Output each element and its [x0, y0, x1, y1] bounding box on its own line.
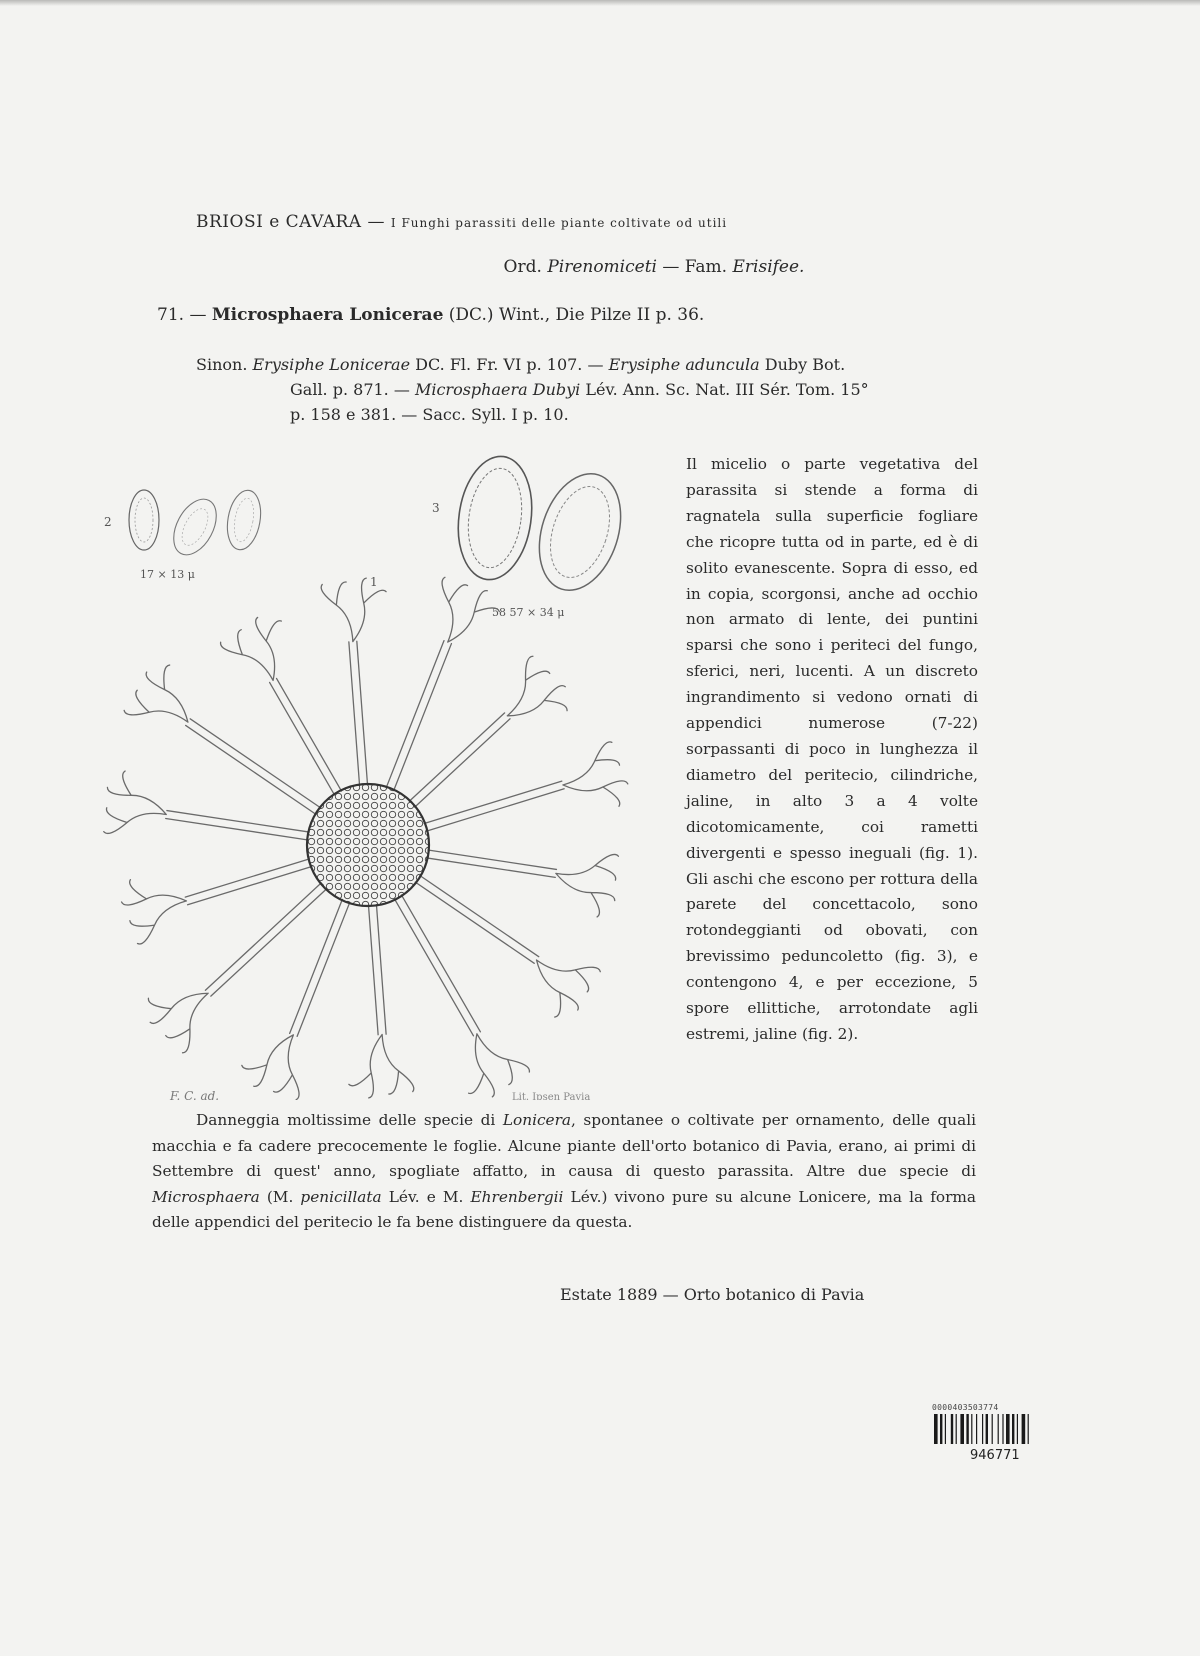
- synonym-citation-3: Gall. p. 871. —: [290, 380, 410, 399]
- para-text-1: Danneggia moltissime delle specie di: [196, 1111, 503, 1129]
- spore-1-inner: [135, 498, 153, 542]
- synonyms-block: [196, 352, 976, 427]
- running-header: [196, 212, 936, 232]
- appendage-stalk: [368, 905, 386, 1035]
- barcode-bars: [932, 1412, 1062, 1446]
- barcode-bar: [1006, 1414, 1010, 1444]
- order-name: Pirenomiceti: [547, 257, 657, 277]
- para-text-4: Lév. e M.: [381, 1187, 471, 1206]
- synonym-citation-1: DC. Fl. Fr. VI p. 107. —: [415, 355, 604, 374]
- synonym-erysiphe-lonicerae: Erysiphe Lonicerae: [252, 355, 411, 374]
- genus-lonicera: Lonicera: [502, 1111, 572, 1129]
- spore-3-inner: [231, 497, 256, 543]
- species-number: 71. —: [157, 305, 207, 325]
- date-place-line: Estate 1889 — Orto botanico di Pavia: [560, 1285, 865, 1304]
- appendage-branches: [124, 665, 188, 722]
- para-text-3: (M.: [259, 1187, 301, 1206]
- synonyms-line-3: p. 158 e 381. — Sacc. Syll. I p. 10.: [290, 405, 569, 424]
- perithecium-body: [307, 784, 429, 906]
- appendage-stalk: [186, 719, 321, 815]
- appendage-branches: [507, 656, 567, 716]
- order-prefix: Ord.: [503, 257, 542, 277]
- species-heading: [157, 305, 704, 325]
- barcode-bar: [998, 1414, 999, 1444]
- appendage-stalk: [424, 781, 564, 831]
- barcode-bar: [960, 1414, 964, 1444]
- lithographer-credit: Lit. Ipsen Pavia: [512, 1092, 591, 1100]
- synonyms-line-1: [196, 352, 976, 377]
- barcode-bar: [1022, 1414, 1026, 1444]
- appendage-branches: [221, 617, 282, 680]
- genus-microsphaera: Microsphaera: [152, 1187, 260, 1206]
- species-name: Microsphaera Lonicerae: [211, 305, 444, 325]
- spores-figure: [104, 488, 265, 581]
- barcode-bar: [1017, 1414, 1018, 1444]
- synonym-microsphaera-dubyi: Microsphaera Dubyi: [414, 380, 581, 399]
- barcode-bar: [1028, 1414, 1029, 1444]
- appendage-stalk: [349, 641, 368, 785]
- artist-signature: F. C. ad.: [170, 1089, 220, 1100]
- barcode-bar: [956, 1414, 957, 1444]
- ascus-2-contents: [540, 479, 620, 585]
- appendage-branches: [242, 1035, 299, 1100]
- appendage-stalk: [290, 899, 350, 1036]
- spore-2-inner: [177, 505, 213, 550]
- appendage-branches: [442, 577, 499, 642]
- appendage-stalk: [409, 713, 510, 807]
- spore-2: [165, 492, 225, 562]
- barcode-bar: [945, 1414, 946, 1444]
- barcode-number: 946771: [970, 1448, 1020, 1463]
- ascus-1: [451, 452, 540, 585]
- specimen-barcode: [932, 1403, 1062, 1463]
- appendage-stalk: [166, 811, 310, 840]
- species-penicillata: penicillata: [300, 1187, 382, 1206]
- barcode-bar: [966, 1414, 968, 1444]
- barcode-bar: [976, 1414, 977, 1444]
- asci-figure: [432, 452, 635, 619]
- appendage-stalk: [270, 678, 342, 795]
- appendage-branches: [537, 960, 601, 1017]
- barcode-bar: [1002, 1414, 1003, 1444]
- para-text-2: , spontanee o coltivate per ornamento, delle quali macchia e fa cadere precocemente le foglie. Alcune piante dell'orto botanico di Pavia, erano, ai primi di Settembre di quest' anno, spogliate affatto, in causa di questo parassita. Altre due specie di: [152, 1111, 977, 1181]
- synonym-citation-4: Lév. Ann. Sc. Nat. III Sér. Tom. 15°: [585, 380, 869, 399]
- asci-measure: 58 57 × 34 μ: [492, 606, 565, 619]
- perithecium-figure: [104, 575, 628, 1100]
- appendage-stalk: [395, 895, 481, 1036]
- barcode-bar: [951, 1414, 953, 1444]
- appendage-branches: [349, 1034, 414, 1097]
- spore-1: [129, 490, 159, 550]
- appendage-stalk: [185, 859, 312, 905]
- family-name: Erisifee.: [732, 257, 805, 277]
- family-prefix: Fam.: [684, 257, 728, 277]
- description-column: Il micelio o parte vegetativa del parassita si stende a forma di ragnatela sulla superficie fogliare che ricopre tutta od in parte, ed è di solito evanescente. Sopra di esso, ed in copia, scorgonsi, anche ad occhio non armato di lente, dei puntini sparsi che sono i periteci del fungo, sferici, neri, lucenti. A un discreto ingrandimento si vedono ornati di appendici numerose (7-22) sorpassanti di poco in lunghezza il diametro del peritecio, cilindriche, jaline, in alto 3 a 4 volte dicotomicamente, coi rametti divergenti e spesso ineguali (fig. 1). Gli aschi che escono per rottura della parete del concettacolo, sono rotondeggianti od obovati, con brevissimo peduncoletto (fig. 3), e contengono 4, e per eccezione, 5 spore ellittiche, arrotondate agli estremi, jaline (fig. 2).: [686, 455, 978, 1043]
- damage-paragraph: [152, 1108, 976, 1236]
- para-text-5: Lév.) vivono pure su alcune Lonicere, ma la forma delle appendici del peritecio le fa bene distinguere da questa.: [152, 1187, 977, 1232]
- appendage-branches: [469, 1034, 530, 1097]
- appendage-branches: [556, 854, 619, 916]
- species-ehrenbergii: Ehrenbergii: [470, 1187, 564, 1206]
- barcode-bar: [986, 1414, 988, 1444]
- appendage-stalk: [427, 850, 557, 877]
- barcode-bar: [1012, 1414, 1014, 1444]
- order-family-line: [0, 257, 1200, 277]
- ascus-1-contents: [462, 465, 527, 571]
- barcode-bar: [934, 1414, 938, 1444]
- species-authority: (DC.) Wint., Die Pilze II p. 36.: [448, 305, 705, 325]
- barcode-bar: [940, 1414, 942, 1444]
- header-authors: BRIOSI e CAVARA: [196, 212, 362, 232]
- fig3-label: 3: [432, 501, 440, 515]
- spore-3: [223, 488, 265, 553]
- synonym-erysiphe-aduncula: Erysiphe aduncula: [608, 355, 760, 374]
- appendage-branches: [122, 880, 187, 944]
- fig2-label: 2: [104, 515, 112, 529]
- synonyms-line-2: [196, 377, 976, 402]
- barcode-bar: [971, 1414, 972, 1444]
- synonyms-label: Sinon.: [196, 355, 248, 374]
- botanical-illustration: [100, 450, 680, 1100]
- page-edge-shadow: [0, 0, 1200, 6]
- barcode-bar: [982, 1414, 983, 1444]
- spore-measure: 17 × 13 μ: [140, 568, 195, 581]
- ascus-2: [525, 463, 634, 601]
- header-dash: —: [367, 212, 385, 232]
- appendage-branches: [148, 993, 208, 1053]
- header-title: I Funghi parassiti delle piante coltivate od utili: [390, 216, 728, 230]
- barcode-top-text: 0000403503774: [932, 1403, 999, 1412]
- barcode-bar: [992, 1414, 993, 1444]
- appendage-branches: [563, 742, 628, 806]
- appendage-stalk: [386, 641, 451, 791]
- synonym-citation-2: Duby Bot.: [764, 355, 846, 374]
- fig1-label: 1: [370, 575, 378, 589]
- illustration-svg: [100, 450, 680, 1100]
- order-dash: —: [662, 257, 680, 277]
- appendage-stalk: [205, 883, 326, 996]
- appendage-branches: [104, 771, 167, 833]
